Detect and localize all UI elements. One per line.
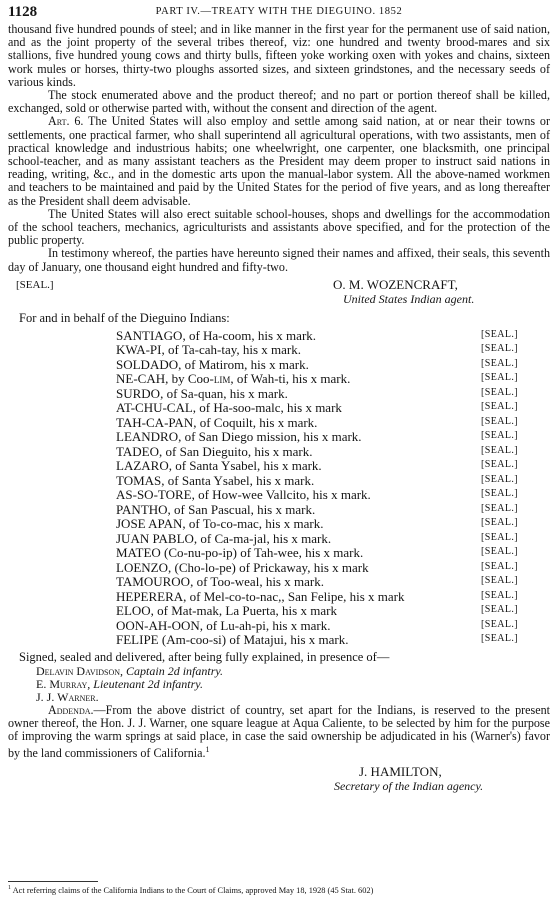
signatory-row — [8, 415, 550, 430]
footnote-rule — [8, 881, 98, 882]
witness-name: Delavin Davidson — [36, 663, 121, 678]
signatory-text: PANTHO, of San Pascual, his x mark. — [116, 501, 316, 517]
hamilton-name: J. HAMILTON, — [359, 763, 442, 779]
seal-mark: [SEAL.] — [481, 357, 518, 369]
witness-list — [8, 665, 550, 704]
seal-mark: [SEAL.] — [481, 517, 518, 529]
signatory-text: LOENZO, (Cho-lo-pe) of Prickaway, his x mark — [116, 559, 369, 575]
seal-mark: [SEAL.] — [481, 575, 518, 587]
seal-mark: [SEAL.] — [481, 328, 518, 340]
signatory-text: KWA-PI, of Ta-cah-tay, his x mark. — [116, 342, 302, 358]
signatory-list — [8, 328, 550, 647]
paragraph-addenda — [8, 704, 550, 761]
seal-mark: [SEAL.] — [481, 343, 518, 355]
signatory-row — [8, 560, 550, 575]
signatory-small-caps: lim — [213, 371, 231, 387]
seal-mark: [SEAL.] — [481, 589, 518, 601]
signatory-text-rest: , of Wah-ti, his x mark. — [230, 371, 351, 387]
seal-mark: [SEAL.] — [481, 488, 518, 500]
signatory-row — [8, 618, 550, 633]
signatory-text: ELOO, of Mat-mak, La Puerta, his x mark — [116, 603, 337, 619]
signatory-row — [8, 545, 550, 560]
hamilton-signature-block — [8, 764, 550, 798]
witness-line — [36, 678, 550, 691]
signatory-text: LEANDRO, of San Diego mission, his x mark. — [116, 429, 362, 445]
signatory-row — [8, 386, 550, 401]
footnote — [8, 885, 553, 895]
addenda-label: Addenda. — [48, 702, 94, 717]
page-number: 1128 — [8, 4, 38, 20]
seal-mark: [SEAL.] — [481, 401, 518, 413]
signatory-text: SANTIAGO, of Ha-coom, his x mark. — [116, 327, 317, 343]
agent-name: O. M. WOZENCRAFT, — [333, 276, 458, 292]
seal-mark: [SEAL.] — [481, 633, 518, 645]
paragraph-testimony: In testimony whereof, the parties have hereunto signed their names and affixed, their seals, this seventh day of January, one thousand eight hundred and fifty-two. — [8, 246, 550, 274]
signatory-text: TOMAS, of Santa Ysabel, his x mark. — [116, 472, 315, 488]
signatory-text: LAZARO, of Santa Ysabel, his x mark. — [116, 458, 322, 474]
seal-mark: [SEAL.] — [481, 459, 518, 471]
signatory-text: JOSE APAN, of To-co-mac, his x mark. — [116, 516, 324, 532]
signatory-row — [8, 473, 550, 488]
article-6-text: The United States will also employ and settle among said nation, at or near their towns or settlements, one practical farmer, who shall superintend all agricultural operations, with two assistants, men of practical knowledge and industrious habits; one wheelwright, one carpenter, one blacksmith, one principal school-teacher, and as many assistant teachers as the President may deem proper to instruct said nations in reading, writing, &c., and in the domestic arts upon the manual-labor system. All the above-named workmen and teachers to be maintained and paid by the United States for the period of five years, and as long thereafter as the President shall deem advisable. — [8, 114, 551, 208]
paragraph-stock-restriction: The stock enumerated above and the product thereof; and no part or portion thereof shall be killed, exchanged, sold or otherwise parted with, without the consent and direction of the agent. — [8, 88, 550, 116]
paragraph-school-houses: The United States will also erect suitable school-houses, shops and dwellings for the accommodation of the school teachers, mechanics, agriculturists and assistants above specified, and for the protection of the public property. — [8, 206, 550, 248]
addenda-text: —From the above district of country, set apart for the Indians, is reserved to the present owner thereof, the Hon. J. J. Warner, one square league at Aqua Caliente, to be selected by him for the purpose of improving the warm springs at said place, in case the said ownership be adjudicated in his (Warner's) favor by the land commissioners of California. — [8, 702, 550, 761]
seal-mark: [SEAL.] — [481, 430, 518, 442]
signatory-row — [8, 632, 550, 647]
seal-mark: [SEAL.] — [481, 560, 518, 572]
signatory-text: TAH-CA-PAN, of Coquilt, his x mark. — [116, 414, 318, 430]
signatory-text: SOLDADO, of Matirom, his x mark. — [116, 356, 309, 372]
hamilton-title: Secretary of the Indian agency. — [334, 778, 484, 793]
signatory-row — [8, 589, 550, 604]
signatory-text: AS-SO-TORE, of How-wee Vallcito, his x mark. — [116, 487, 371, 503]
signatory-name — [116, 632, 349, 648]
page-header — [8, 4, 550, 22]
signatory-text: AT-CHU-CAL, of Ha-soo-malc, his x mark — [116, 400, 342, 416]
seal-mark: [SEAL.] — [481, 473, 518, 485]
witness-title: , Lieutenant 2d infantry. — [87, 676, 203, 691]
signatory-row — [8, 574, 550, 589]
signatory-text: NE-CAH, by Coo- — [116, 371, 214, 387]
signatory-text: JUAN PABLO, of Ca-ma-jal, his x mark. — [116, 530, 332, 546]
paragraph-steel-stock: thousand five hundred pounds of steel; and in like manner in the first year for the permanent use of said nation, and as the joint property of the several tribes thereof, viz: one hundred and twenty brood-mares and six stallions, five hundred young cows and thirty bulls, fifteen yoke working oxen with yokes and chains, sixteen work mules or horses, thirty-two ploughs assorted sizes, and sixteen grindstones, and the necessary seeds of various kinds. — [8, 22, 550, 89]
agent-signature-block — [8, 277, 550, 307]
footnote-reference: 1 — [205, 745, 210, 755]
seal-mark: [SEAL.] — [481, 604, 518, 616]
signatory-text: SURDO, of Sa-quan, his x mark. — [116, 385, 288, 401]
signatory-text: MATEO (Co-nu-po-ip) of Tah-wee, his x mark. — [116, 545, 364, 561]
signatory-row — [8, 371, 550, 386]
footnote-text: Act referring claims of the California Indians to the Court of Claims, approved May 18, 1928 (45 Stat. 602) — [11, 885, 374, 895]
seal-mark: [SEAL.] — [481, 444, 518, 456]
witness-name: E. Murray — [36, 676, 88, 691]
agent-title: United States Indian agent. — [343, 291, 475, 306]
page-body — [8, 23, 550, 798]
signatory-row — [8, 502, 550, 517]
signatory-row — [8, 487, 550, 502]
witness-title: , Captain 2d infantry. — [120, 663, 224, 678]
seal-mark: [SEAL.] — [481, 415, 518, 427]
seal-mark: [SEAL.] — [481, 372, 518, 384]
signatory-row — [8, 531, 550, 546]
behalf-line: For and in behalf of the Dieguino Indians: — [19, 310, 230, 325]
footnote-marker: 1 — [8, 885, 11, 891]
signatory-row — [8, 400, 550, 415]
article-label: Art. 6. — [48, 114, 84, 129]
signatory-row — [8, 328, 550, 343]
signatory-text: FELIPE (Am-coo-si) of Matajui, his x mark. — [116, 632, 349, 648]
signatory-row — [8, 444, 550, 459]
signatory-row — [8, 342, 550, 357]
witness-name: J. J. Warner. — [36, 689, 99, 704]
seal-mark: [SEAL.] — [481, 618, 518, 630]
signatory-row — [8, 458, 550, 473]
signatory-row — [8, 603, 550, 618]
signatory-row — [8, 516, 550, 531]
signatory-text: HEPERERA, of Mel-co-to-nac,, San Felipe, his x mark — [116, 588, 405, 604]
seal-mark: [SEAL.] — [481, 546, 518, 558]
seal-mark: [SEAL.] — [481, 502, 518, 514]
signatory-row — [8, 357, 550, 372]
signatory-text: OON-AH-OON, of Lu-ah-pi, his x mark. — [116, 617, 331, 633]
signatory-text: TADEO, of San Dieguito, his x mark. — [116, 443, 313, 459]
signatory-text: TAMOUROO, of Too-weal, his x mark. — [116, 574, 324, 590]
agent-seal: [SEAL.] — [16, 278, 54, 291]
signatory-row — [8, 429, 550, 444]
signed-in-presence-line: Signed, sealed and delivered, after being fully explained, in presence of— — [19, 649, 390, 664]
seal-mark: [SEAL.] — [481, 531, 518, 543]
paragraph-article-6 — [8, 115, 550, 207]
running-head: PART IV.—TREATY WITH THE DIEGUINO. 1852 — [155, 6, 403, 17]
seal-mark: [SEAL.] — [481, 386, 518, 398]
